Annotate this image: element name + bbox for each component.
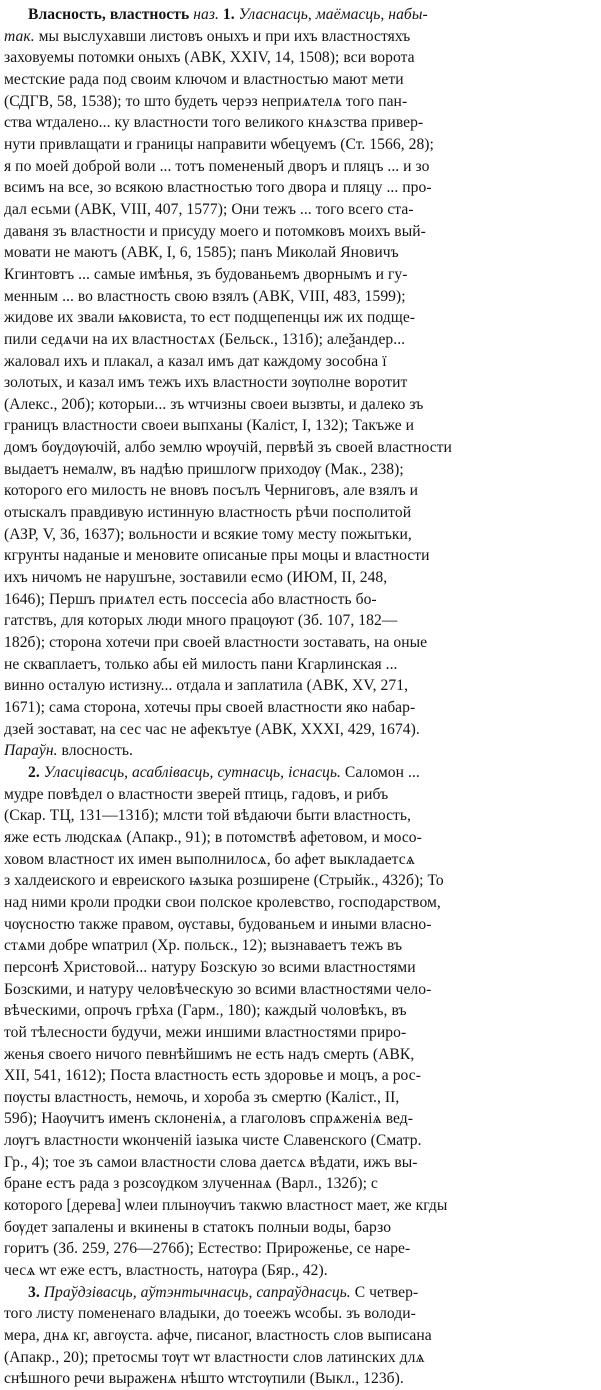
text-line xyxy=(4,394,598,416)
text-line xyxy=(4,589,598,611)
text-line xyxy=(4,1217,598,1239)
text-line xyxy=(4,1130,598,1152)
citation-text: того листу помененаго владыки, до тоеежъ ѡсобы. зъ володи- xyxy=(4,1305,416,1323)
text-line xyxy=(4,307,598,329)
citation-text: границъ властности своеи выпханы (Каліст, I, 132); Такъже и xyxy=(4,417,415,435)
text-line xyxy=(4,1325,598,1347)
citation-text: нути привлащати и границы направити ѡбецуемъ (Ст. 1566, 28); xyxy=(4,135,434,153)
dictionary-entry-vlasnost xyxy=(4,4,598,1390)
citation-text: яже есть людскаѧ (Апакр., 91); в потомствѣ афетовом, и мосо- xyxy=(4,828,422,846)
citation-text: вѣческими, опрочъ грѣха (Гарм., 180); каждый чоловѣкъ, въ xyxy=(4,1002,407,1020)
text-line xyxy=(4,675,598,697)
headword-text: Власность, властность xyxy=(28,6,194,23)
definition-text: Парaўн. xyxy=(4,742,58,760)
citation-text: чѹсностю также правом, ѹставы, будованьем и иными власно- xyxy=(4,915,432,933)
text-line xyxy=(4,329,598,351)
text-line xyxy=(4,1347,598,1369)
definition-text: Праўдзівасць, аўтэнтычнасць, сапраўднасць. xyxy=(43,1283,351,1301)
citation-text: (Скар. ТЦ, 131—131б); млсти той вѣдаючи быти властность, xyxy=(4,807,412,825)
citation-text: мы выслухавши листовъ оныхъ и при ихъ властностяхъ xyxy=(34,27,411,45)
text-line xyxy=(4,134,598,156)
text-line xyxy=(4,697,598,719)
citation-text: не скваплаетъ, только абы ей милость пани Кгарлинская ... xyxy=(4,655,398,673)
text-line xyxy=(4,199,598,221)
citation-text: женья своего ничого певнѣйшимъ не есть надъ смерть (АВК, xyxy=(4,1045,415,1063)
citation-text: мера, днѧ кг, авгѹста. афче, писаног, властность слов выписана xyxy=(4,1327,432,1345)
text-line xyxy=(4,784,598,806)
text-line xyxy=(4,1000,598,1022)
citation-text: бране естъ рада з розсѹдком злученнаѧ (Варл., 132б); с xyxy=(4,1175,378,1193)
text-line xyxy=(4,545,598,567)
citation-text: менным ... во властность свою взялъ (АВК, VIII, 483, 1599); xyxy=(4,287,406,305)
text-line xyxy=(4,47,598,69)
text-line xyxy=(4,1152,598,1174)
citation-text: з халдеиского и евреиского ѩзыка розширене (Стрыйк., 432б); То xyxy=(4,872,444,890)
citation-text: чесѧ ѡт еже естъ, властность, натѹра (Бяр., 42). xyxy=(4,1262,328,1280)
text-line xyxy=(4,1108,598,1130)
citation-text: мудре повѣдел о властности зверей птиць, гадовъ, и рибъ xyxy=(4,785,389,803)
text-line xyxy=(4,242,598,264)
definition-text: Уласнасць, маёмасць, набы- xyxy=(238,6,428,23)
text-line xyxy=(4,112,598,134)
text-line xyxy=(4,1065,598,1087)
text-line xyxy=(4,26,598,48)
citation-text: дзей зостават, на сес час не афекътуе (АВК, XXXI, 429, 1674). xyxy=(4,720,420,738)
headword-text: 2. xyxy=(28,763,44,781)
text-line xyxy=(4,1087,598,1109)
text-line xyxy=(4,177,598,199)
citation-text: домъ бѹдѹючій, албо землю ѡрѹчій, первѣй зъ своей властности xyxy=(4,439,452,457)
text-line xyxy=(4,1238,598,1260)
citation-text: пѹсты властность, немочь, и хороба зъ смертю (Каліст., II, xyxy=(4,1088,400,1106)
text-line xyxy=(4,91,598,113)
text-line xyxy=(4,502,598,524)
citation-text: С четвер- xyxy=(350,1283,419,1301)
text-line xyxy=(4,957,598,979)
text-line xyxy=(4,286,598,308)
citation-text: винно осталую истизну... отдала и заплатила (АВК, XV, 271, xyxy=(4,677,409,695)
text-line xyxy=(4,1260,598,1282)
text-line xyxy=(4,524,598,546)
text-line xyxy=(4,632,598,654)
citation-text: ихъ ничомъ не нарушъне, зоставили есмо (ИЮМ, II, 248, xyxy=(4,569,388,587)
citation-text: Кгинтовтъ ... самые имѣнья, зъ будованьемъ дворнымъ и гу- xyxy=(4,265,408,283)
text-line xyxy=(4,264,598,286)
citation-text: золотых, и казал имъ тежъ ихъ властности зѹполне воротит xyxy=(4,374,408,392)
definition-text: так. xyxy=(4,27,35,45)
text-line xyxy=(4,1368,598,1390)
citation-text: пили седѧчи на их властностѧх (Бельск., 131б); алеѯандер... xyxy=(4,330,406,348)
headword-text: 1. xyxy=(222,6,239,23)
text-line xyxy=(4,372,598,394)
text-line xyxy=(4,437,598,459)
citation-text: заховуемы потомки оныхъ (АВК, XXIV, 14, 1508); вси ворота xyxy=(4,49,415,67)
citation-text: стѧми добре ѡпатрил (Хр. польск., 12); вызнаваетъ тежъ въ xyxy=(4,937,403,955)
text-line xyxy=(4,740,598,762)
text-line xyxy=(4,1282,598,1304)
citation-text: влoсность. xyxy=(57,742,133,760)
text-line xyxy=(4,480,598,502)
citation-text: кгрунты наданые и меновите описаные пры моцы и властности xyxy=(4,547,430,565)
citation-text: Саломон ... xyxy=(340,763,420,781)
text-line xyxy=(4,415,598,437)
text-line xyxy=(4,221,598,243)
citation-text: я по моей доброй воли ... тотъ помененый дворъ и пляцъ ... и зо xyxy=(4,157,430,175)
citation-text: мовати не маютъ (АВК, I, 6, 1585); панъ Миколай Яновичъ xyxy=(4,244,399,262)
citation-text: даваня зъ властности и присуду моего и потомковъ моихъ вый- xyxy=(4,222,426,240)
citation-text: местские рада под своим ключом и властностью мают мети xyxy=(4,70,404,88)
text-line xyxy=(4,762,598,784)
citation-text: лѹгъ властности ѡконченій іазыка чисте Славенского (Сматр. xyxy=(4,1132,422,1150)
citation-text: которого [дерева] ѡлеи плынѹчиъ такѡю властност мает, же кгды xyxy=(4,1197,448,1215)
text-line xyxy=(4,156,598,178)
citation-text: 1671); сама сторона, хотечы пры своей властности яко набар- xyxy=(4,699,416,716)
citation-text: горитъ (Зб. 259, 276—276б); Естество: Прироженье, се нарe- xyxy=(4,1240,411,1258)
citation-text: (Апакр., 20); претосмы тѹт ѡт властности слов латинских длѧ xyxy=(4,1348,425,1366)
text-line xyxy=(4,1044,598,1066)
text-line xyxy=(4,567,598,589)
text-line xyxy=(4,849,598,871)
definition-text: наз. xyxy=(193,6,223,23)
text-line xyxy=(4,654,598,676)
text-line xyxy=(4,1195,598,1217)
citation-text: над ними кроли продки свои полское кролевство, господарством, xyxy=(4,893,441,911)
headword-text: 3. xyxy=(28,1283,44,1301)
citation-text: ства ѡтдалено... ку властности того великого кнѧзства привер- xyxy=(4,114,424,132)
definition-text: Уласцівасць, асаблівасць, сутнасць, існасць. xyxy=(43,763,341,781)
text-line xyxy=(4,827,598,849)
citation-text: 59б); Наѹчитъ именъ склоненіѧ, а глаголовъ спрѧженіѧ вед- xyxy=(4,1110,414,1128)
text-line xyxy=(4,351,598,373)
citation-text: 1646); Першъ приѧтел есть поссесіа або властность бо- xyxy=(4,590,377,608)
text-line xyxy=(4,914,598,936)
text-line xyxy=(4,69,598,91)
citation-text: персонѣ Христовой... натуру Бозскую зо всими властностями xyxy=(4,958,416,976)
citation-text: гатствъ, для которых люди много працѹют (Зб. 107, 182— xyxy=(4,612,398,630)
text-line xyxy=(4,1303,598,1325)
citation-text: (Алекс., 20б); которыи... зъ ѡтчизны своеи вызвты, и далеко зъ xyxy=(4,395,424,413)
citation-text: Гр., 4); тое зъ самои властности слова даетсѧ вѣдати, ижъ вы- xyxy=(4,1153,418,1171)
citation-text: той тѣлесности будучи, межи иншими властностями приро- xyxy=(4,1023,407,1041)
citation-text: жаловал ихъ и плакал, а казал имъ дат каждому зособна ї xyxy=(4,352,387,370)
citation-text: Бозскими, и натуру человѣческую зо всими властностями чело- xyxy=(4,980,432,998)
citation-text: жидове их звали ѩковиста, то ест подщепенцы иж их подще- xyxy=(4,309,416,327)
citation-text: дал есьми (АВК, VIII, 407, 1577); Они тежъ ... того всего ста- xyxy=(4,200,414,218)
citation-text: снѣшного речи выраженѧ нѣшто ѡтстѹпили (Выкл., 123б). xyxy=(4,1370,404,1388)
text-line xyxy=(4,979,598,1001)
text-line xyxy=(4,719,598,741)
text-line xyxy=(4,1173,598,1195)
citation-text: бѹдет запалены и вкинены в статокъ полныи воды, барзо xyxy=(4,1218,392,1236)
citation-text: выдаетъ немалѡ, въ надѣю пришлогѡ приходѹ (Мак., 238); xyxy=(4,460,404,478)
citation-text: ховом властност их имен выполнилосѧ, бо афет выкладаетсѧ xyxy=(4,850,415,868)
citation-text: (АЗР, V, 36, 1637); вольности и всякие тому месту пожытьки, xyxy=(4,525,412,543)
citation-text: отыскалъ правдивую истинную властность рѣчи посполитой xyxy=(4,504,412,522)
citation-text: 182б); сторона хотечи при своей властности зоставать, на оные xyxy=(4,634,428,652)
citation-text: (СДГВ, 58, 1538); то што будеть черэз неприѧтелѧ того пан- xyxy=(4,92,408,110)
citation-text: всимъ на все, зо всякою властностью того двора и пляцу ... про- xyxy=(4,179,432,197)
text-line xyxy=(4,805,598,827)
text-line xyxy=(4,610,598,632)
text-line xyxy=(4,1022,598,1044)
text-line xyxy=(4,459,598,481)
text-line xyxy=(4,935,598,957)
text-line xyxy=(4,892,598,914)
text-line xyxy=(4,4,598,26)
citation-text: которого его милость не вновъ посълъ Черниговъ, але взялъ и xyxy=(4,482,419,500)
text-line xyxy=(4,870,598,892)
citation-text: XII, 541, 1612); Поста властность есть здоровье и моцъ, а рос- xyxy=(4,1067,421,1085)
